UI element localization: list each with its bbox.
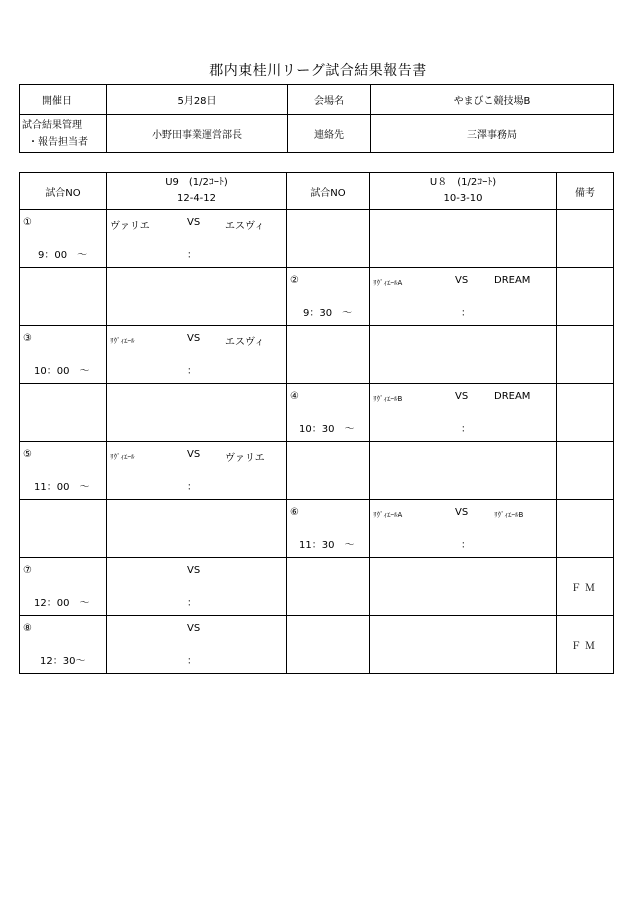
u9-match-no-cell [20, 210, 107, 268]
vs-label: VS [455, 275, 469, 286]
home-team: ﾘｳﾞｨｴｰﾙ [110, 453, 135, 461]
match-time: 9：00 ～ [38, 250, 88, 261]
away-team: DREAM [494, 391, 531, 402]
match-time: 10：30 ～ [299, 424, 355, 435]
score-colon: ： [187, 598, 197, 609]
vs-label: VS [187, 565, 201, 576]
score-colon: ： [461, 540, 471, 551]
u9-match-no-cell [20, 442, 107, 500]
header-u8-score: 10-3-10 [443, 193, 483, 204]
score-colon: ： [461, 424, 471, 435]
header-remarks: 備考 [557, 173, 614, 210]
table-row [20, 558, 614, 616]
date-label: 開催日 [20, 85, 107, 115]
u9-match-no-cell [20, 558, 107, 616]
table-row [20, 326, 614, 384]
remarks-cell: ＦＭ [557, 558, 614, 616]
venue-label: 会場名 [288, 85, 371, 115]
match-number: ⑦ [23, 565, 32, 576]
vs-label: VS [187, 449, 201, 460]
away-team: DREAM [494, 275, 531, 286]
vs-label: VS [455, 507, 469, 518]
page-title: 郡内東桂川リーグ試合結果報告書 [209, 63, 427, 79]
u9-match-cell [107, 442, 287, 500]
away-team: ﾘｳﾞｨｴｰﾙB [494, 511, 524, 519]
home-team: ﾘｳﾞｨｴｰﾙA [373, 279, 403, 287]
match-number: ① [23, 217, 32, 228]
manager-label [20, 115, 107, 153]
header-match-no: 試合NO [20, 173, 107, 210]
u8-match-no-cell [287, 268, 370, 326]
contact-value: 三澤事務局 [371, 115, 614, 153]
score-colon: ： [187, 482, 197, 493]
home-team: ﾘｳﾞｨｴｰﾙB [373, 395, 403, 403]
vs-label: VS [187, 623, 201, 634]
match-time: 10：00 ～ [34, 366, 90, 377]
manager-label-line2: ・報告担当者 [28, 136, 88, 148]
venue-value: やまびこ競技場B [371, 85, 614, 115]
header-u9 [107, 173, 287, 210]
table-row [20, 616, 614, 674]
table-row [20, 500, 614, 558]
header-u8-title: U８ (1/2ｺｰﾄ) [429, 177, 497, 188]
u9-match-cell [107, 558, 287, 616]
table-row [20, 268, 614, 326]
u8-match-cell [370, 500, 557, 558]
header-match-no-2: 試合NO [287, 173, 370, 210]
score-colon: ： [187, 250, 197, 261]
vs-label: VS [187, 217, 201, 228]
table-row [20, 210, 614, 268]
header-u9-score: 12-4-12 [176, 193, 217, 204]
remarks-cell: ＦＭ [557, 616, 614, 674]
home-team: ヴァリエ [110, 221, 150, 232]
away-team: エスヴィ [225, 221, 265, 232]
u8-match-cell [370, 384, 557, 442]
date-value: 5月28日 [107, 85, 288, 115]
u9-match-no-cell [20, 616, 107, 674]
u8-match-no-cell [287, 500, 370, 558]
match-time: 11：00 ～ [34, 482, 90, 493]
header-u9-title: U9 (1/2ｺｰﾄ) [165, 177, 228, 188]
match-number: ⑧ [23, 623, 32, 634]
match-time: 11：30 ～ [299, 540, 355, 551]
u8-match-no-cell [287, 384, 370, 442]
info-table [19, 84, 614, 153]
away-team: エスヴィ [225, 337, 265, 348]
manager-value: 小野田事業運営部長 [107, 115, 288, 153]
home-team: ﾘｳﾞｨｴｰﾙ [110, 337, 135, 345]
u9-match-cell [107, 210, 287, 268]
score-colon: ： [187, 366, 197, 377]
home-team: ﾘｳﾞｨｴｰﾙA [373, 511, 403, 519]
match-time: 9：30 ～ [303, 308, 353, 319]
table-row [20, 384, 614, 442]
u9-match-cell [107, 616, 287, 674]
match-time: 12：00 ～ [34, 598, 90, 609]
vs-label: VS [187, 333, 201, 344]
match-number: ⑥ [290, 507, 299, 518]
match-number: ⑤ [23, 449, 32, 460]
header-u8 [370, 173, 557, 210]
u9-match-cell [107, 326, 287, 384]
table-row [20, 442, 614, 500]
u9-match-no-cell [20, 326, 107, 384]
contact-label: 連絡先 [288, 115, 371, 153]
score-colon: ： [461, 308, 471, 319]
away-team: ヴァリエ [225, 453, 265, 464]
vs-label: VS [455, 391, 469, 402]
results-table [19, 172, 614, 674]
manager-label-line1: 試合結果管理 [22, 119, 82, 131]
match-number: ② [290, 275, 299, 286]
u8-match-cell [370, 268, 557, 326]
match-number: ④ [290, 391, 299, 402]
score-colon: ： [187, 656, 197, 667]
match-number: ③ [23, 333, 32, 344]
match-time: 12：30～ [40, 656, 86, 667]
